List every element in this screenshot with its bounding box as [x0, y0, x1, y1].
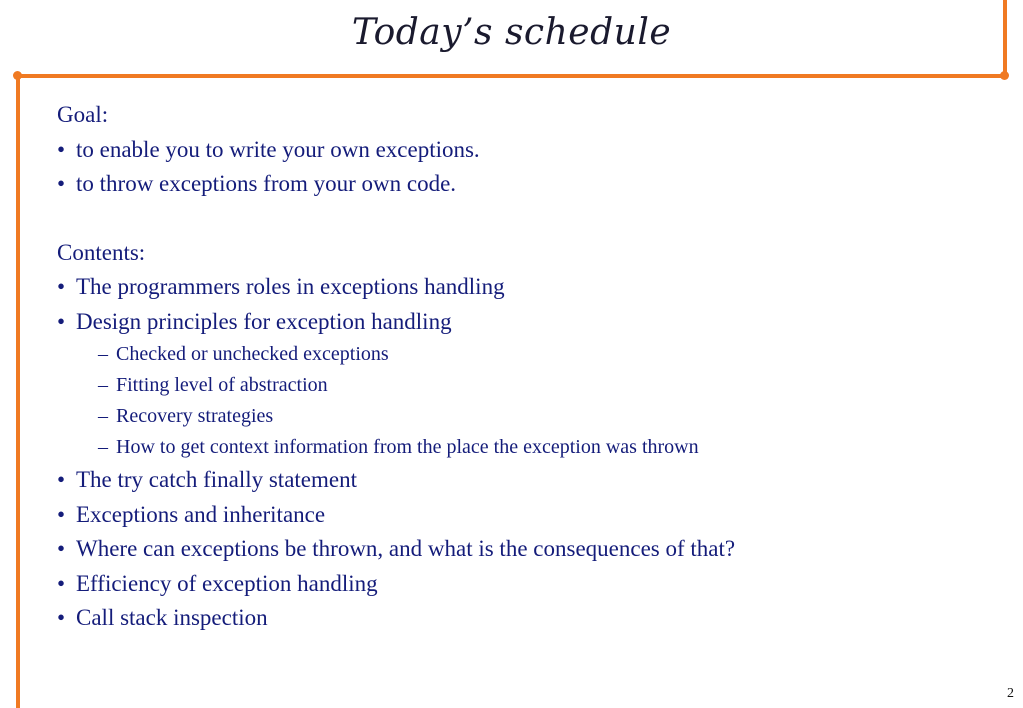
sub-list-item [57, 370, 987, 401]
right-rule [1003, 0, 1007, 78]
list-item-text: Where can exceptions be thrown, and what is the consequences of that? [76, 536, 736, 561]
dash-icon: – [98, 436, 108, 458]
sub-list-item [57, 432, 987, 463]
list-item-text: to enable you to write your own exceptions. [76, 136, 480, 162]
goal-heading: Goal: [57, 102, 109, 127]
list-item-text: Call stack inspection [76, 605, 268, 630]
bullet-icon: • [57, 308, 66, 334]
sub-list-item [57, 401, 987, 432]
list-item [57, 270, 987, 305]
contents-heading: Contents: [57, 239, 146, 265]
list-item [57, 567, 987, 602]
list-item-text: The try catch finally statement [76, 467, 357, 492]
sub-list-item-text: How to get context information from the place the exception was thrown [116, 436, 699, 458]
top-rule [16, 74, 1008, 78]
list-item [57, 305, 987, 340]
bullet-icon: • [57, 536, 66, 561]
page-number: 2 [1007, 686, 1014, 701]
sub-list-item-text: Checked or unchecked exceptions [116, 343, 389, 365]
list-item [57, 133, 987, 168]
list-item-text: The programmers roles in exceptions handling [76, 274, 505, 299]
spacer [57, 202, 987, 236]
bullet-icon: • [57, 274, 66, 299]
list-item [57, 463, 987, 498]
bullet-icon: • [57, 501, 66, 527]
list-item [57, 498, 987, 533]
dash-icon: – [98, 343, 108, 365]
list-item-text: Exceptions and inheritance [76, 501, 326, 527]
dash-icon: – [98, 374, 108, 396]
list-item-text: Efficiency of exception handling [76, 570, 378, 596]
bullet-icon: • [57, 570, 66, 596]
list-item-text: to throw exceptions from your own code. [76, 171, 457, 196]
list-item [57, 532, 987, 567]
dash-icon: – [98, 405, 108, 427]
slide-body [57, 98, 987, 636]
sub-list-item-text: Fitting level of abstraction [116, 374, 328, 396]
list-item [57, 167, 987, 202]
bullet-icon: • [57, 136, 66, 162]
bullet-icon: • [57, 171, 66, 196]
sub-list-item [57, 339, 987, 370]
sub-list-item-text: Recovery strategies [116, 405, 274, 427]
left-rule [16, 76, 20, 708]
list-item-text: Design principles for exception handling [76, 308, 452, 334]
list-item [57, 601, 987, 636]
slide-title: Today’s schedule [351, 12, 672, 53]
bullet-icon: • [57, 605, 66, 630]
top-left-dot [13, 71, 22, 80]
bullet-icon: • [57, 467, 66, 492]
top-right-dot [1000, 71, 1009, 80]
